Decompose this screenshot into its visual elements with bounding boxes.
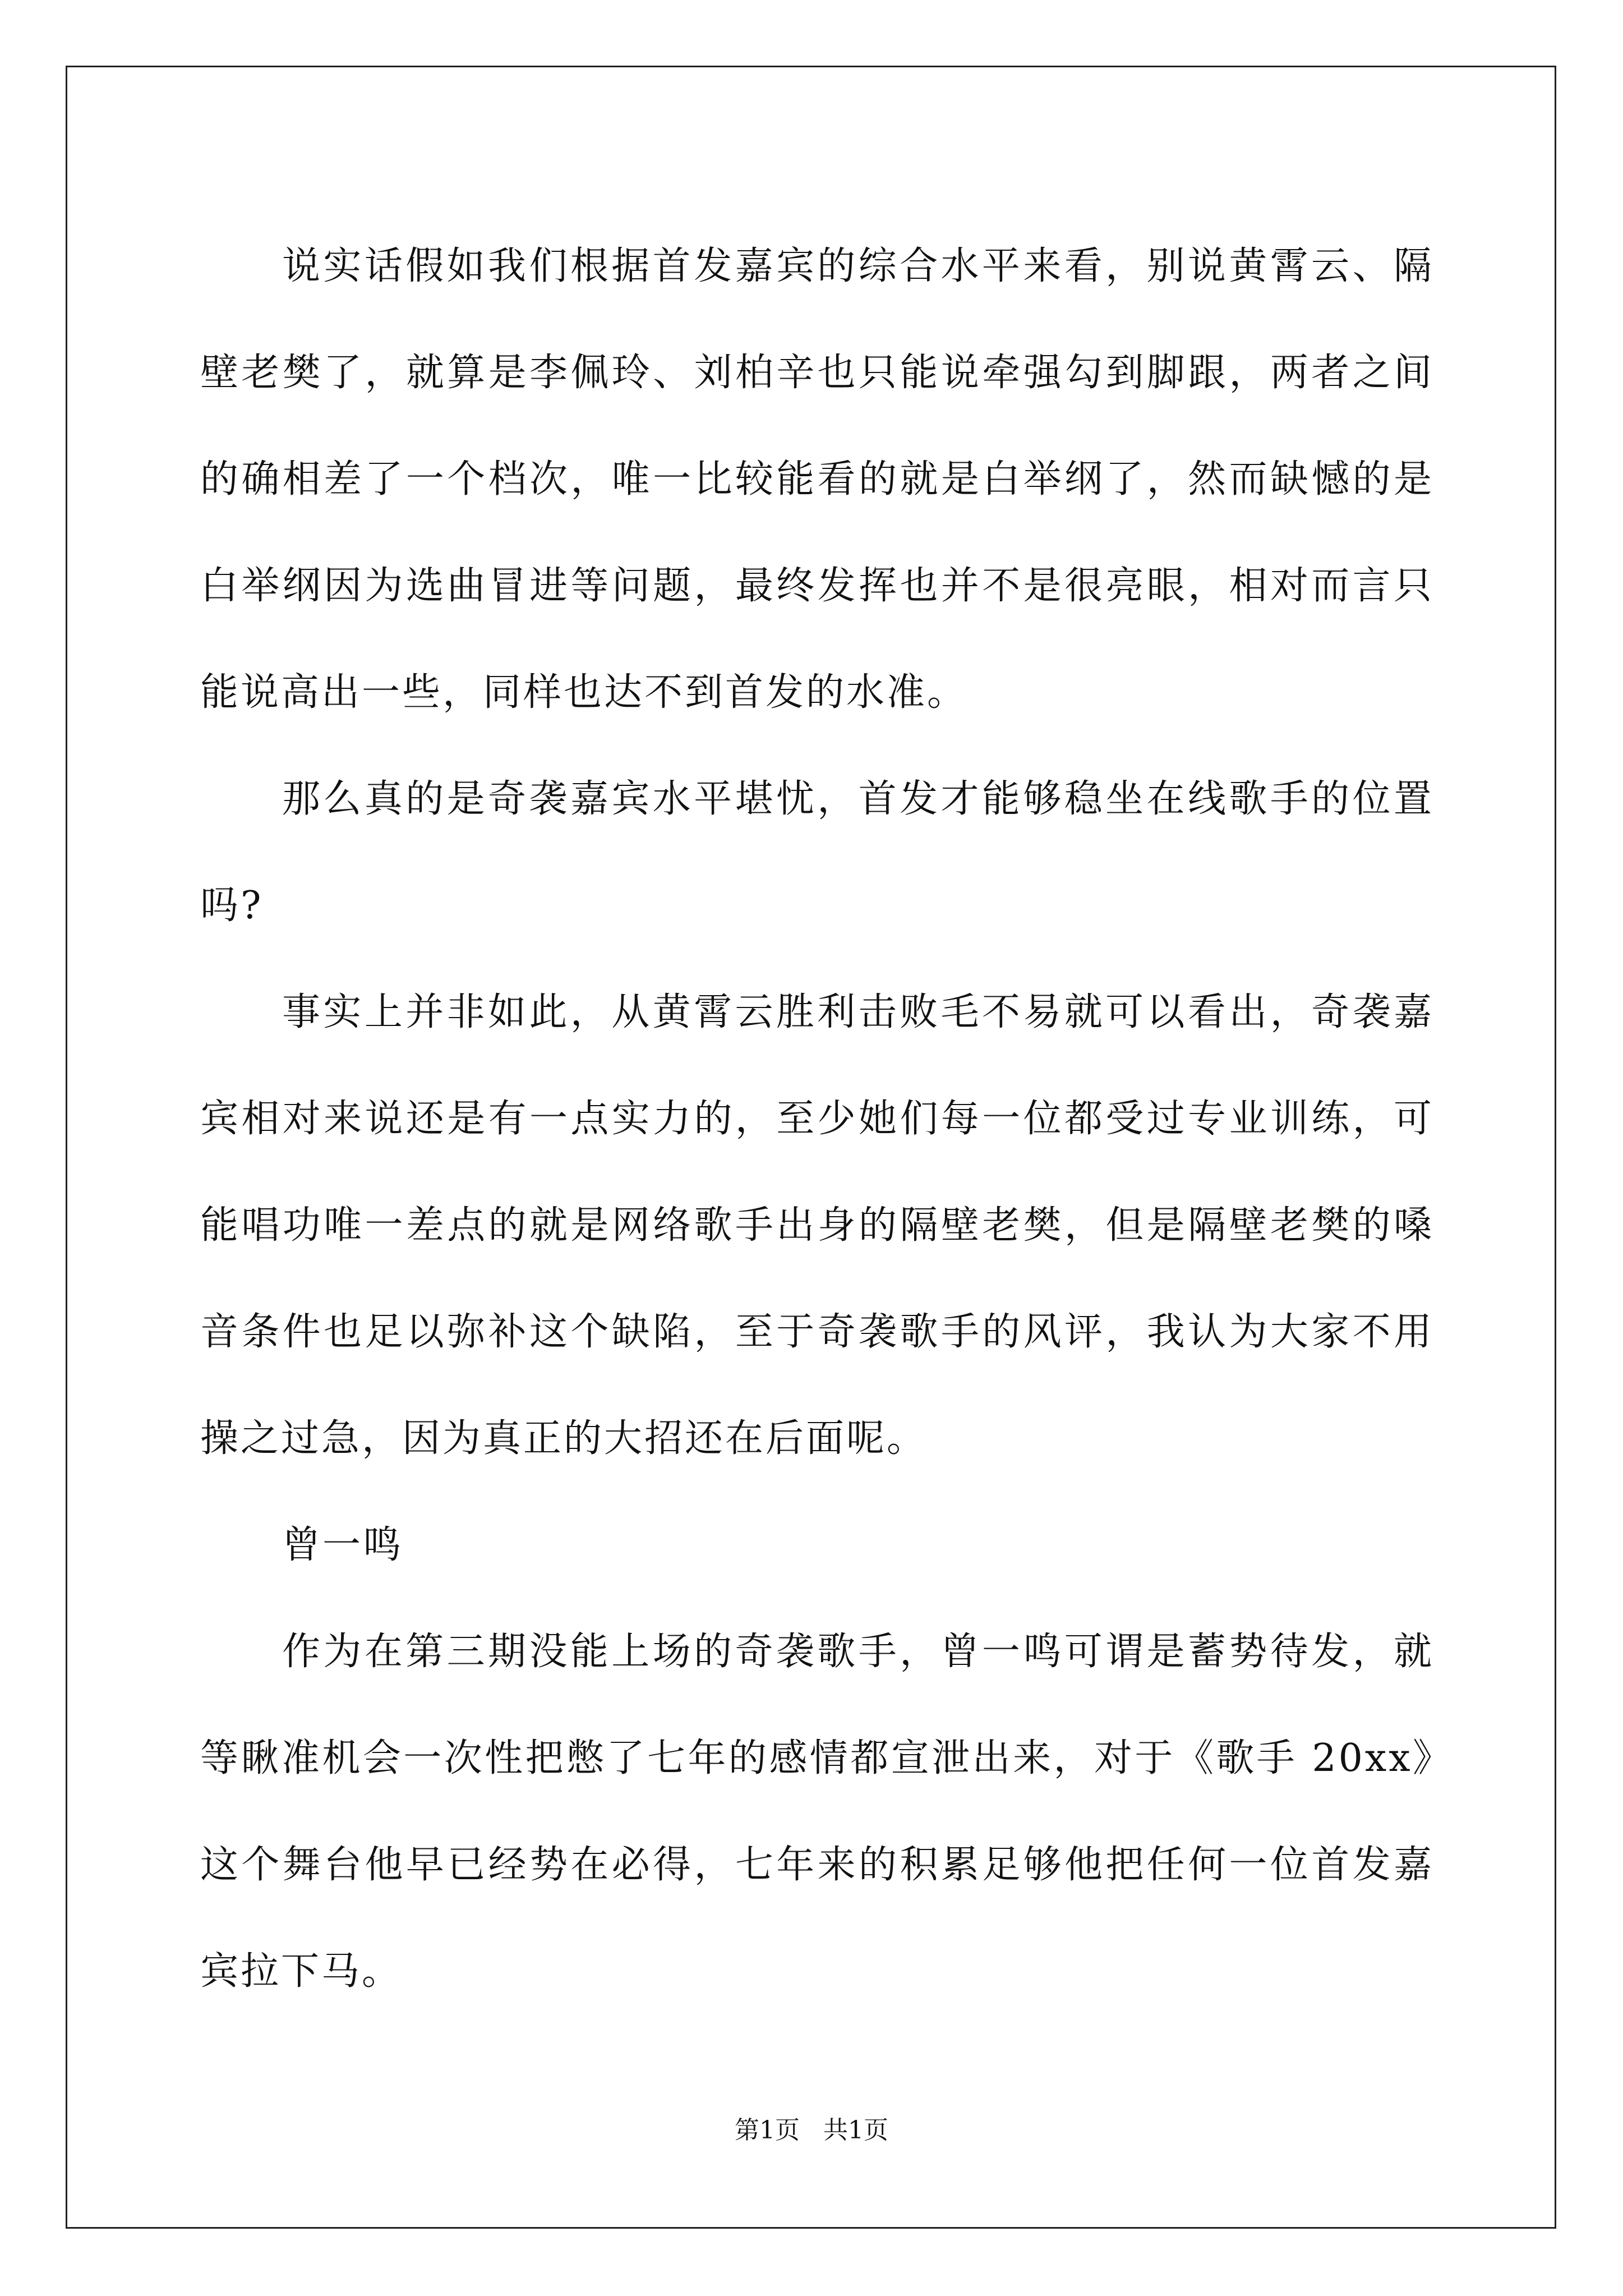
section-heading: 曾一鸣: [282, 1523, 404, 1567]
paragraph-1: 说实话假如我们根据首发嘉宾的综合水平来看，别说黄霄云、隔壁老樊了，就算是李佩玲、刘柏辛也只能说牵强勾到脚跟，两者之间的确相差了一个档次，唯一比较能看的就是白举纲了，然而缺憾的是白举纲因为选曲冒进等问题，最终发挥也并不是很亮眼，相对而言只能说高出一些，同样也达不到首发的水准。: [200, 244, 1434, 715]
paragraph-3: 事实上并非如此，从黄霄云胜利击败毛不易就可以看出，奇袭嘉宾相对来说还是有一点实力的，至少她们每一位都受过专业训练，可能唱功唯一差点的就是网络歌手出身的隔壁老樊，但是隔壁老樊的嗓音条件也足以弥补这个缺陷，至于奇袭歌手的风评，我认为大家不用操之过急，因为真正的大招还在后面呢。: [200, 990, 1434, 1461]
document-body: [200, 213, 1434, 2025]
page-number: 第1页: [735, 2116, 800, 2145]
page-total: 共1页: [823, 2116, 888, 2145]
paragraph-2: 那么真的是奇袭嘉宾水平堪忧，首发才能够稳坐在线歌手的位置吗?: [200, 777, 1434, 928]
page-footer: [0, 2114, 1623, 2147]
paragraph-4: 作为在第三期没能上场的奇袭歌手，曾一鸣可谓是蓄势待发，就等瞅准机会一次性把憋了七年的感情都宣泄出来，对于《歌手 20xx》这个舞台他早已经势在必得，七年来的积累足够他把任何一位首发嘉宾拉下马。: [200, 1630, 1435, 1994]
